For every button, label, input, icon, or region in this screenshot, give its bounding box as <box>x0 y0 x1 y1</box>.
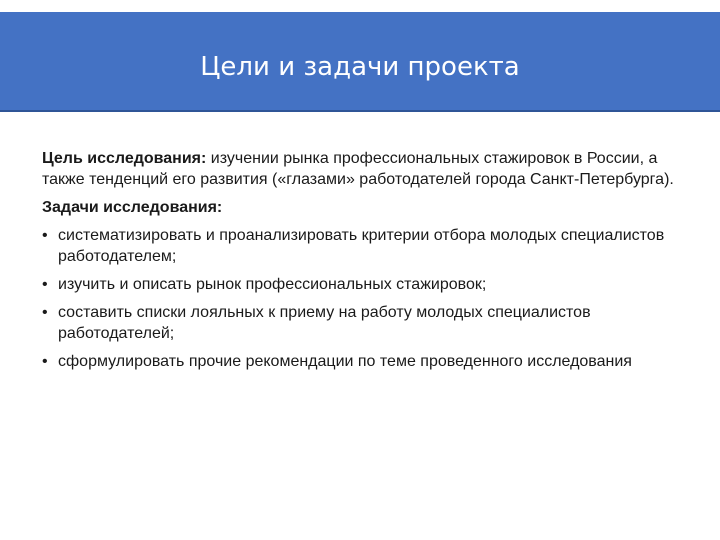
slide-body <box>42 148 682 379</box>
bullet-icon: • <box>42 353 48 370</box>
tasks-label: Задачи исследования: <box>42 199 223 216</box>
slide-title <box>0 52 720 82</box>
bullet-icon: • <box>42 227 48 244</box>
task-item <box>42 351 682 372</box>
bullet-icon: • <box>42 276 48 293</box>
task-text: составить списки лояльных к приему на работу молодых специалистов работодателей; <box>58 304 591 342</box>
task-text: изучить и описать рынок профессиональных стажировок; <box>58 276 487 293</box>
task-item <box>42 274 682 295</box>
bullet-icon: • <box>42 304 48 321</box>
goal-paragraph <box>42 148 682 190</box>
goal-label: Цель исследования: <box>42 150 207 167</box>
task-text: сформулировать прочие рекомендации по теме проведенного исследования <box>58 353 632 370</box>
tasks-list <box>42 225 682 372</box>
slide-title-text: Цели и задачи проекта <box>200 52 520 82</box>
task-item <box>42 302 682 344</box>
task-text: систематизировать и проанализировать критерии отбора молодых специалистов работодателем; <box>58 227 665 265</box>
task-item <box>42 225 682 267</box>
goal-text: изучении рынка профессиональных стажировок в России, а также тенденций его развития («глазами» работодателей города Санкт-Петербурга). <box>42 150 674 188</box>
